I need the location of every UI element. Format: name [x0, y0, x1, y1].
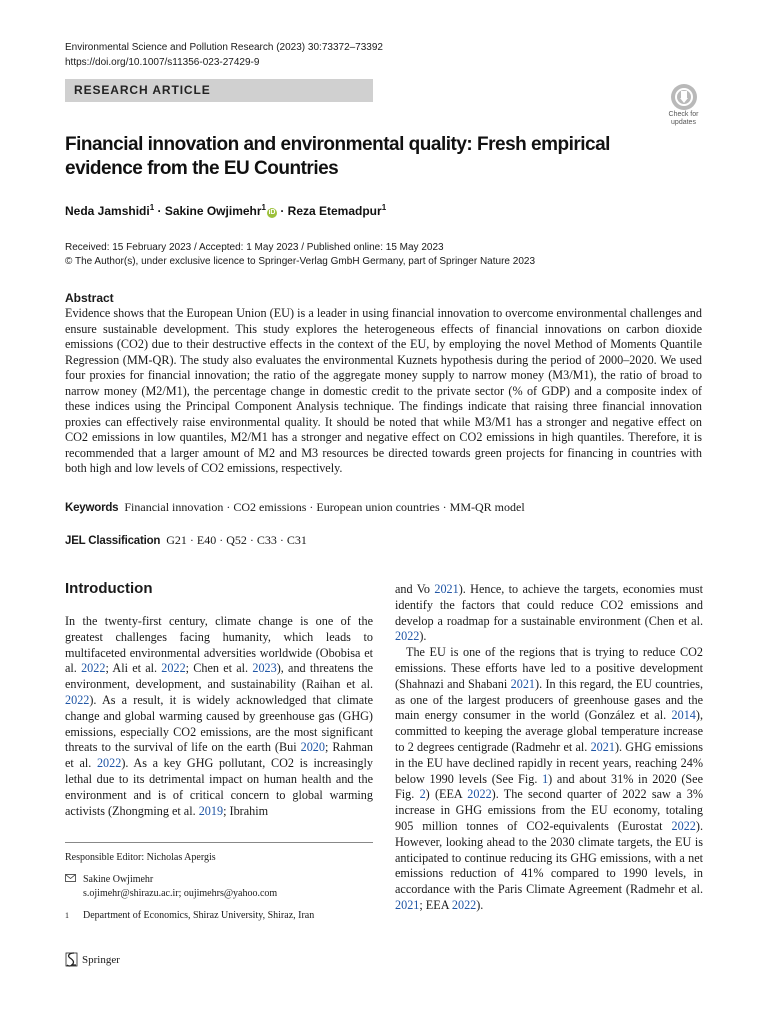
author-affiliation-mark: 1	[149, 203, 155, 212]
citation-link[interactable]: 2021	[434, 582, 459, 596]
body-column-left	[65, 614, 373, 819]
check-updates-line2: updates	[671, 119, 696, 126]
doi-link[interactable]: https://doi.org/10.1007/s11356-023-27429-9	[65, 57, 260, 68]
footnotes	[65, 851, 373, 931]
orcid-icon[interactable]: iD	[268, 209, 276, 216]
jel-text: G21 · E40 · Q52 · C33 · C31	[166, 533, 307, 547]
footnote-divider	[65, 842, 373, 843]
article-type-banner	[65, 79, 373, 102]
abstract-text: Evidence shows that the European Union (EU) is a leader in using financial innovation to overcome environmental challenges and ensure sustainable development. This study explores the heterogeneous effects of financial innovations on carbon dioxide emissions (CO2) due to their destructive effects in the context of the EU, by employing the novel Method of Moments Quantile Regression (MM-QR). The study also evaluates the environmental Kuznets hypothesis during the period of 2000–2020. We used four proxies for financial innovation; the ratio of the aggregate money supply to narrow money (M3/M1), the ratio of broad to narrow money (M2/M1), the percentage change in domestic credit to the private sector (% of GDP) and a composite index of these indices using the Principal Component Analysis technique. The findings indicate that raising three financial innovation proxies can effectively raise environmental quality. It should be noted that while M3/M1 has a stronger and negative effect on CO2 emissions in low quantiles, M2/M1 has a stronger and negative effect on CO2 emissions in high quantiles. Therefore, it is recommended that a larger amount of M2 and M3 resources be directed towards green projects for financing in countries with both high and low levels of CO2 emissions, respectively.	[65, 306, 702, 475]
check-for-updates-badge[interactable]	[665, 84, 702, 124]
affiliation-note	[65, 909, 373, 923]
publisher-name: Springer	[82, 953, 120, 966]
citation-link[interactable]: 1	[542, 771, 549, 786]
citation-link[interactable]: 2022	[161, 661, 186, 676]
responsible-editor: Responsible Editor: Nicholas Apergis	[65, 852, 216, 863]
author-affiliation-mark: 1	[261, 203, 266, 212]
article-history	[65, 241, 535, 269]
citation-link[interactable]: 2022	[65, 692, 90, 707]
copyright-line: © The Author(s), under exclusive licence to Springer-Verlag GmbH Germany, part of Springer Nature 2023	[65, 256, 535, 267]
affiliation-text: Department of Economics, Shiraz University, Shiraz, Iran	[83, 910, 315, 921]
author-name[interactable]: Sakine Owjimehr	[164, 204, 262, 218]
body-paragraph-continued: and Vo 2021). Hence, to achieve the targets, economies must identify the factors that could reduce CO2 emissions and develop a roadmap for a sustainable environment (Chen et al. 2022).	[395, 582, 703, 644]
affiliation-mark: 1	[65, 911, 69, 920]
dates-line: Received: 15 February 2023 / Accepted: 1 May 2023 / Published online: 15 May 2023	[65, 242, 444, 253]
body-paragraph: The EU is one of the regions that is trying to reduce CO2 emissions. These efforts have led to a positive development (Shahnazi and Shabani 2021). In this regard, the EU countries, as one of the largest producers of greenhouse gases and the main energy consumer in the world (González et al. 2014), committed to keeping the average global temperature increase to 2 degrees centigrade (Radmehr et al. 2021). GHG emissions in the EU have declined rapidly in recent years, reaching 24% below 1990 levels (See Fig. 1) and about 31% in 2020 (See Fig. 2) (EEA 2022). The second quarter of 2022 saw a 3% increase in GHG emissions from the EU economy, totaling 905 million tonnes of CO2-equivalents (Eurostat 2022). However, looking ahead to the 2030 climate targets, the EU is anticipated to continue reducing its GHG emissions, with a net emissions reduction of 41% compared to 1990 levels, in accordance with the Paris Climate Agreement (Radmehr et al. 2021; EEA 2022).	[395, 645, 703, 912]
citation-link[interactable]: 2020	[300, 740, 325, 755]
body-column-right	[395, 582, 703, 914]
journal-header	[65, 40, 383, 70]
article-type: RESEARCH ARTICLE	[74, 83, 211, 97]
citation-link[interactable]: 2021	[395, 897, 420, 912]
citation-link[interactable]: 2022	[467, 787, 492, 802]
envelope-icon	[65, 873, 76, 887]
contact-email[interactable]: s.ojimehr@shirazu.ac.ir; oujimehrs@yahoo.com	[83, 888, 278, 899]
citation-link[interactable]: 2021	[590, 739, 615, 754]
article-title: Financial innovation and environmental quality: Fresh empirical evidence from the EU Countries	[65, 134, 610, 179]
publisher-footer	[65, 952, 120, 967]
citation-link[interactable]: 2019	[198, 803, 224, 818]
citation-link[interactable]: 2022	[96, 756, 122, 771]
introduction-heading: Introduction	[65, 580, 153, 597]
journal-citation: Environmental Science and Pollution Research (2023) 30:73372–73392	[65, 42, 383, 53]
citation-link[interactable]: 2022	[451, 897, 477, 912]
jel-label: JEL Classification	[65, 535, 161, 547]
citation-link[interactable]: 2014	[671, 708, 696, 723]
contact-name: Sakine Owjimehr	[83, 874, 154, 885]
jel-line	[65, 533, 307, 548]
author-name[interactable]: Neda Jamshidi	[65, 204, 150, 218]
check-updates-icon	[671, 84, 697, 110]
abstract-heading: Abstract	[65, 291, 114, 305]
author-name[interactable]: Reza Etemadpur	[287, 204, 382, 218]
citation-link[interactable]: 2023	[252, 661, 277, 676]
springer-logo-icon	[65, 952, 78, 967]
citation-link[interactable]: 2022	[81, 661, 106, 676]
keywords-label: Keywords	[65, 502, 119, 514]
keywords-line	[65, 500, 525, 515]
citation-link[interactable]: 2022	[395, 629, 420, 644]
keywords-text: Financial innovation · CO2 emissions · European union countries · MM-QR model	[124, 500, 525, 514]
corresponding-author	[65, 873, 373, 901]
body-paragraph: In the twenty-first century, climate change is one of the greatest challenges facing humanity, which leads to multifaceted environmental adversities worldwide (Obobisa et al. 2022; Ali et al. 2022; Chen et al. 2023), and threatens the environment, development, and sustainability (Raihan et al. 2022). As a result, it is widely acknowledged that climate change and global warming caused by greenhouse gas (GHG) emissions, especially CO2 emissions, are the most significant threats to the survival of life on the earth (Bui 2020; Rahman et al. 2022). As a key GHG pollutant, CO2 is increasingly lethal due to its detrimental impact on human health and the environment and is of critical concern to global warming activists (Zhongming et al. 2019; Ibrahim	[65, 614, 374, 818]
author-affiliation-mark: 1	[381, 203, 387, 212]
author-list: Neda Jamshidi$^1$ · Sakine Owjimehr$^1$iD · Reza Etemadpur$^1$	[65, 203, 387, 218]
citation-link[interactable]: 2	[419, 787, 426, 802]
check-updates-line1: Check for	[668, 111, 699, 118]
citation-link[interactable]: 2022	[671, 818, 696, 833]
citation-link[interactable]: 2021	[510, 676, 536, 691]
